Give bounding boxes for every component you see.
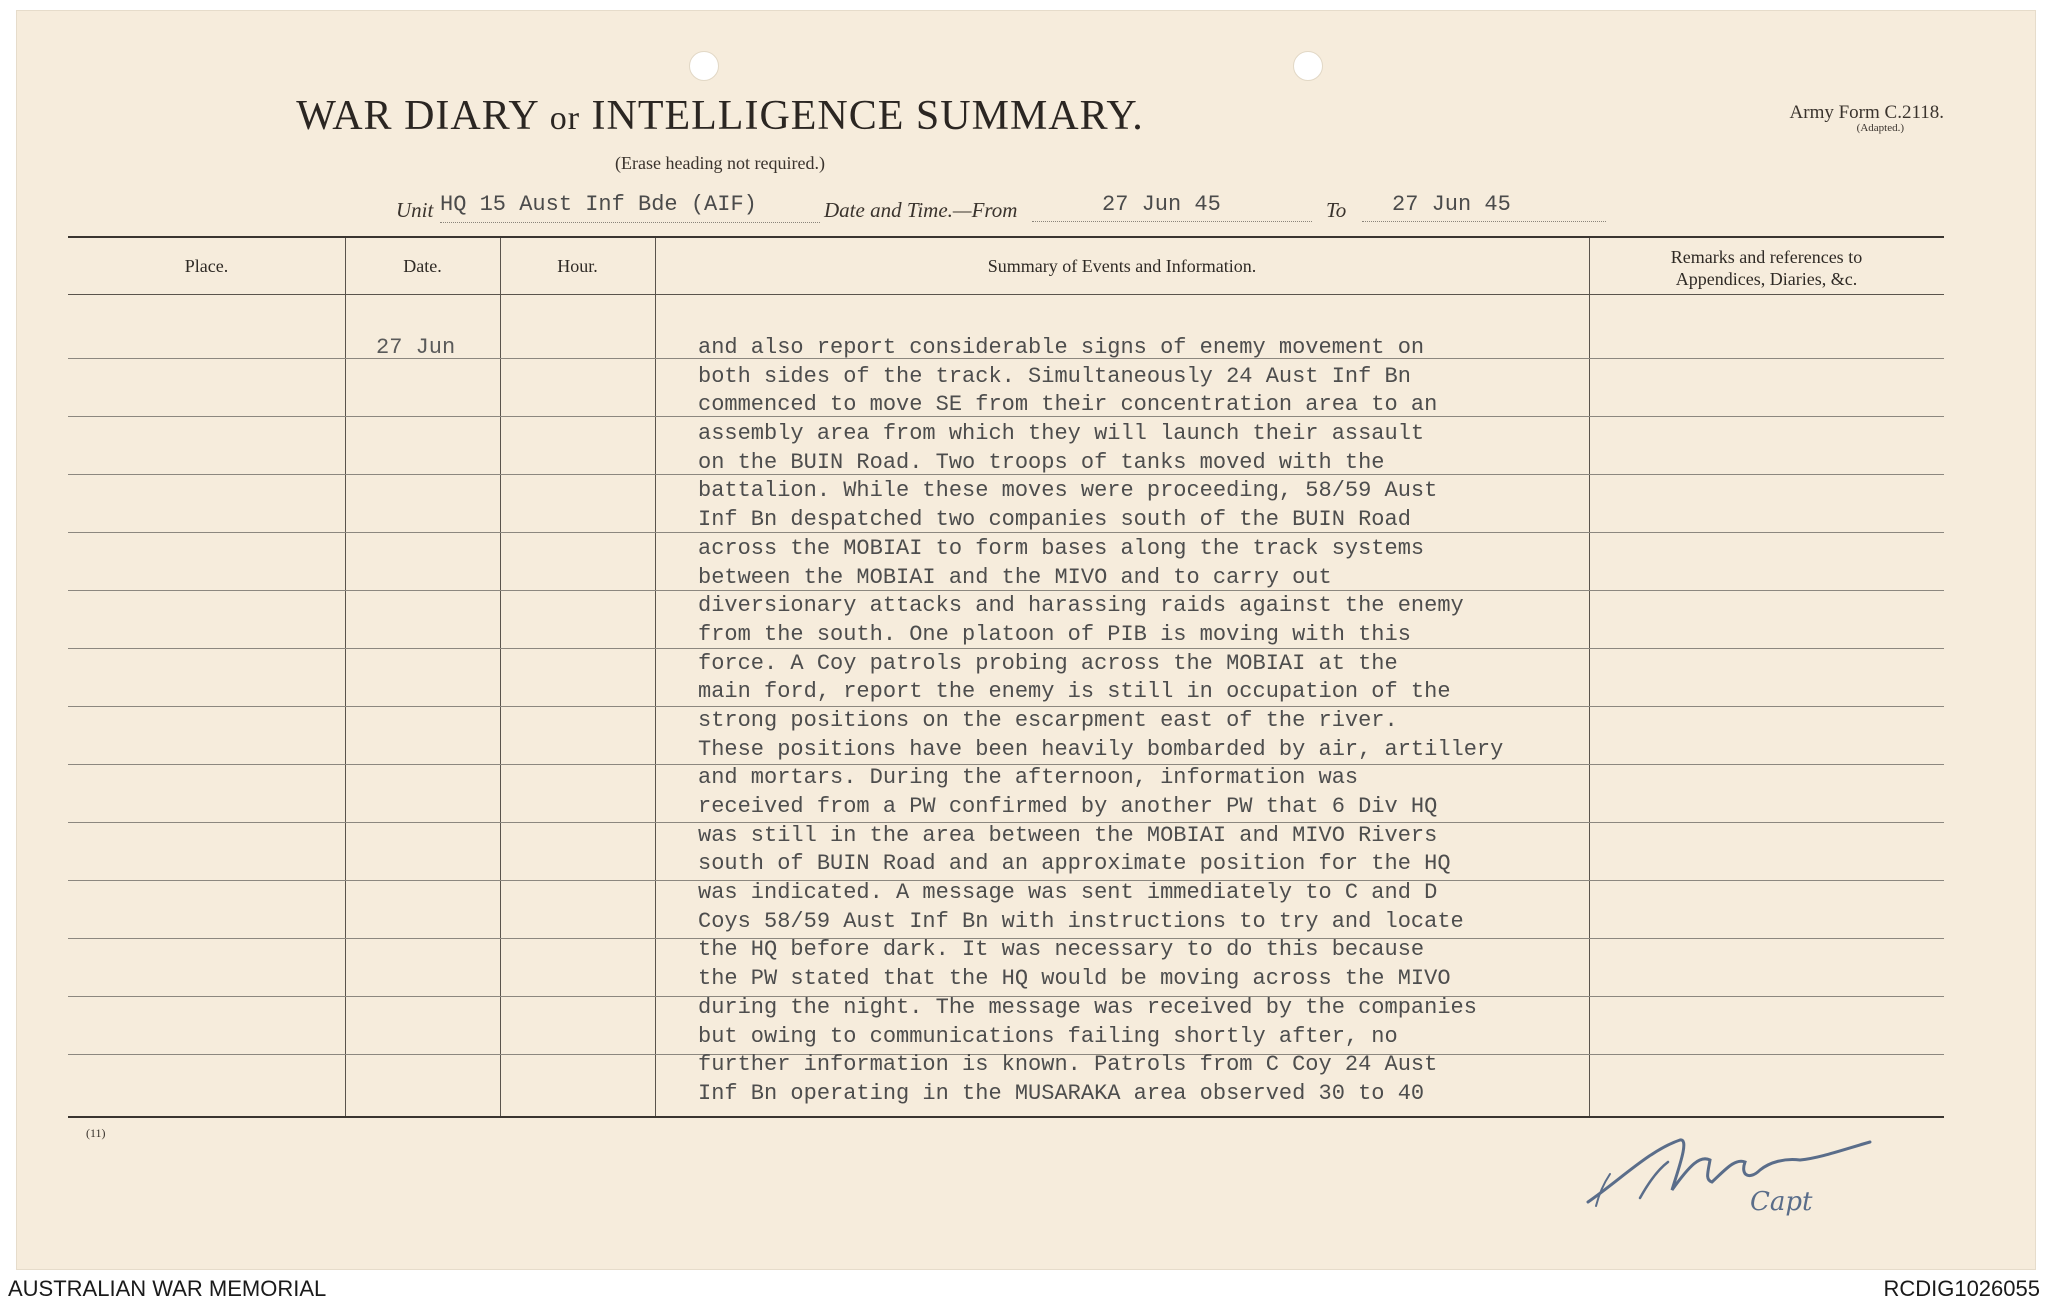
footer-left: AUSTRALIAN WAR MEMORIAL: [8, 1276, 327, 1301]
footer-right: RCDIG1026055: [1883, 1276, 2040, 1301]
summary-line: from the south. One platoon of PIB is moving with this: [698, 621, 1411, 647]
punch-hole-right: [1293, 51, 1323, 81]
summary-line: received from a PW confirmed by another PW that 6 Div HQ: [698, 794, 1438, 819]
summary-line: battalion. While these moves were proceeding, 58/59 Aust: [698, 478, 1438, 504]
summary-line: and mortars. During the afternoon, information was: [698, 765, 1359, 791]
remarks-header-line2: Appendices, Diaries, &c.: [1675, 269, 1858, 289]
page-subtitle: (Erase heading not required.): [615, 153, 825, 173]
army-form-label: Army Form C.2118. (Adapted.): [1754, 102, 1944, 134]
summary-line: during the night. The message was received by the companies: [698, 994, 1477, 1020]
column-header-date: Date.: [403, 256, 442, 276]
summary-text: [698, 334, 1818, 1109]
punch-hole-left: [689, 51, 719, 81]
summary-line: force. A Coy patrols probing across the MOBIAI at the: [698, 650, 1398, 676]
to-label: To: [1326, 198, 1347, 222]
summary-line: assembly area from which they will launch their assault: [698, 421, 1425, 447]
column-header-summary: Summary of Events and Information.: [987, 256, 1257, 276]
unit-label: Unit: [396, 198, 434, 222]
summary-line: main ford, report the enemy is still in occupation of the: [698, 679, 1451, 705]
date-time-label: Date and Time.—From: [824, 198, 1018, 222]
summary-line: Coys 58/59 Aust Inf Bn with instructions to try and locate: [698, 908, 1464, 934]
summary-line: diversionary attacks and harassing raids against the enemy: [698, 593, 1464, 619]
entry-date: 27 Jun: [376, 335, 456, 360]
column-divider: [655, 238, 656, 1116]
header-separator: [68, 294, 1944, 295]
column-header-place: Place.: [184, 256, 229, 276]
summary-line: Inf Bn operating in the MUSARAKA area observed 30 to 40: [698, 1080, 1425, 1106]
unit-value: HQ 15 Aust Inf Bde (AIF): [440, 192, 820, 223]
summary-line: south of BUIN Road and an approximate position for the HQ: [698, 851, 1451, 877]
army-form-adapted: (Adapted.): [1856, 122, 1904, 134]
summary-line: between the MOBIAI and the MIVO and to carry out: [698, 564, 1332, 590]
summary-line: strong positions on the escarpment east of the river.: [698, 707, 1398, 733]
summary-line: was indicated. A message was sent immediately to C and D: [698, 880, 1438, 906]
column-divider: [345, 238, 346, 1116]
summary-line: was still in the area between the MOBIAI and MIVO Rivers: [698, 822, 1438, 848]
summary-line: across the MOBIAI to form bases along the track systems: [698, 535, 1425, 561]
column-header-hour: Hour.: [557, 256, 598, 276]
svg-text:Capt: Capt: [1750, 1187, 1813, 1217]
column-divider: [500, 238, 501, 1116]
summary-line: the PW stated that the HQ would be moving across the MIVO: [698, 966, 1451, 992]
remarks-header-line1: Remarks and references to: [1670, 247, 1863, 267]
diary-table: [68, 236, 1944, 1118]
summary-line: These positions have been heavily bombarded by air, artillery: [698, 736, 1504, 762]
column-header-remarks: [1589, 246, 1944, 290]
summary-line: but owing to communications failing shortly after, no: [698, 1023, 1398, 1049]
summary-line: commenced to move SE from their concentration area to an: [698, 392, 1438, 418]
summary-line: further information is known. Patrols from C Coy 24 Aust: [698, 1052, 1438, 1078]
page-title: WAR DIARY or INTELLIGENCE SUMMARY.: [296, 93, 1144, 139]
unit-line: [396, 192, 1606, 226]
summary-line: on the BUIN Road. Two troops of tanks moved with the: [698, 449, 1385, 475]
summary-line: both sides of the track. Simultaneously 24 Aust Inf Bn: [698, 363, 1411, 389]
from-value: 27 Jun 45: [1032, 192, 1312, 222]
summary-line: Inf Bn despatched two companies south of the BUIN Road: [698, 507, 1411, 533]
summary-line: and also report considerable signs of enemy movement on: [698, 335, 1425, 360]
summary-line: the HQ before dark. It was necessary to do this because: [698, 937, 1425, 963]
signature: [1580, 1110, 1880, 1220]
to-value: 27 Jun 45: [1362, 192, 1606, 222]
form-marker: (11): [86, 1126, 106, 1140]
